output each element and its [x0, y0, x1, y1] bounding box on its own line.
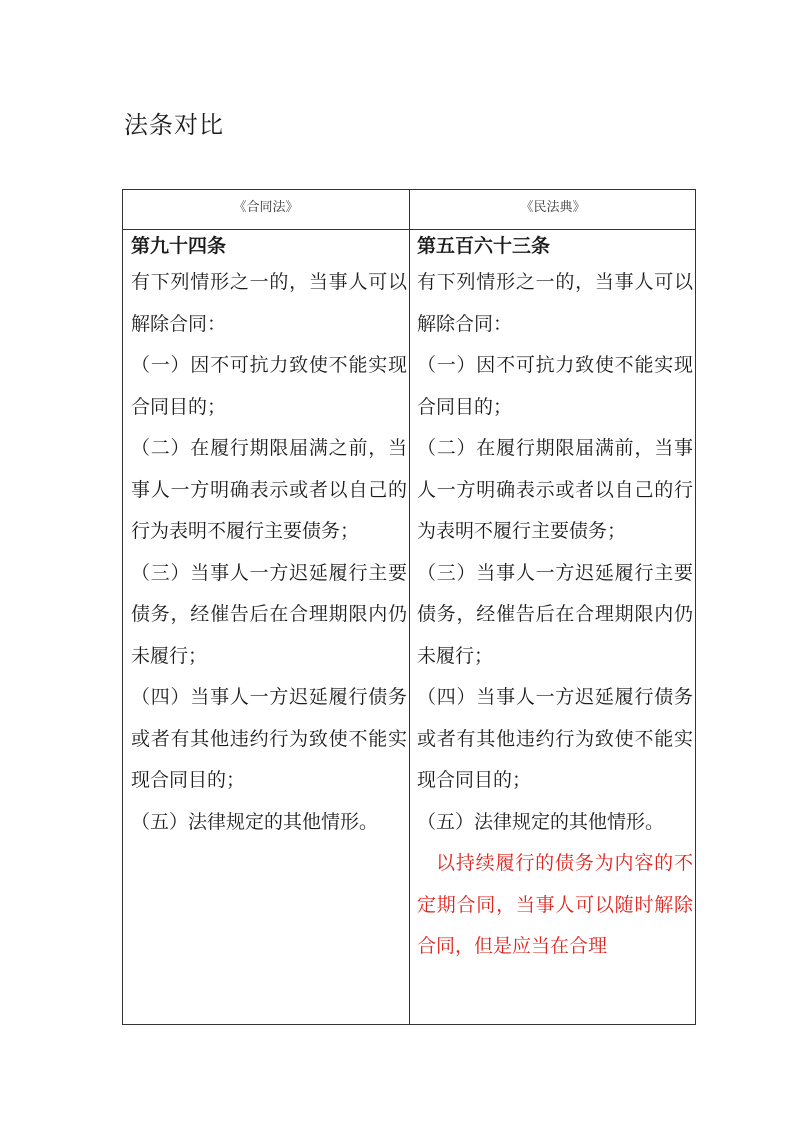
contract-law-paragraph: （二）在履行期限届满之前，当事人一方明确表示或者以自己的行为表明不履行主要债务；: [131, 437, 407, 542]
contract-law-article-title: 第九十四条: [131, 235, 227, 257]
column-divider: [409, 190, 410, 1024]
header-contract-law: 《合同法》: [233, 200, 299, 215]
comparison-table: [122, 189, 696, 1025]
contract-law-column: [131, 230, 407, 1024]
civil-code-paragraph: （五）法律规定的其他情形。: [417, 810, 665, 833]
contract-law-paragraph: （一）因不可抗力致使不能实现合同目的；: [131, 354, 407, 418]
civil-code-paragraph: （一）因不可抗力致使不能实现合同目的；: [417, 354, 693, 418]
civil-code-paragraph: 有下列情形之一的，当事人可以解除合同：: [417, 271, 693, 335]
contract-law-paragraph: （五）法律规定的其他情形。: [131, 810, 379, 833]
contract-law-paragraph: （三）当事人一方迟延履行主要债务，经催告后在合理期限内仍未履行；: [131, 561, 407, 667]
contract-law-paragraph: 有下列情形之一的，当事人可以解除合同：: [131, 271, 407, 335]
civil-code-paragraph: （二）在履行期限届满前，当事人一方明确表示或者以自己的行为表明不履行主要债务；: [417, 437, 693, 542]
civil-code-paragraph: （三）当事人一方迟延履行主要债务，经催告后在合理期限内仍未履行；: [417, 561, 693, 667]
civil-code-added-paragraph: 以持续履行的债务为内容的不定期合同，当事人可以随时解除合同，但是应当在合理: [417, 852, 693, 957]
contract-law-paragraph: （四）当事人一方迟延履行债务或者有其他违约行为致使不能实现合同目的；: [131, 686, 407, 791]
table-header-row: [123, 190, 695, 230]
civil-code-article-title: 第五百六十三条: [417, 235, 551, 257]
page-title: 法条对比: [124, 111, 224, 139]
civil-code-column: [417, 230, 693, 1024]
header-civil-code: 《民法典》: [520, 200, 586, 215]
civil-code-paragraph: （四）当事人一方迟延履行债务或者有其他违约行为致使不能实现合同目的；: [417, 686, 693, 791]
